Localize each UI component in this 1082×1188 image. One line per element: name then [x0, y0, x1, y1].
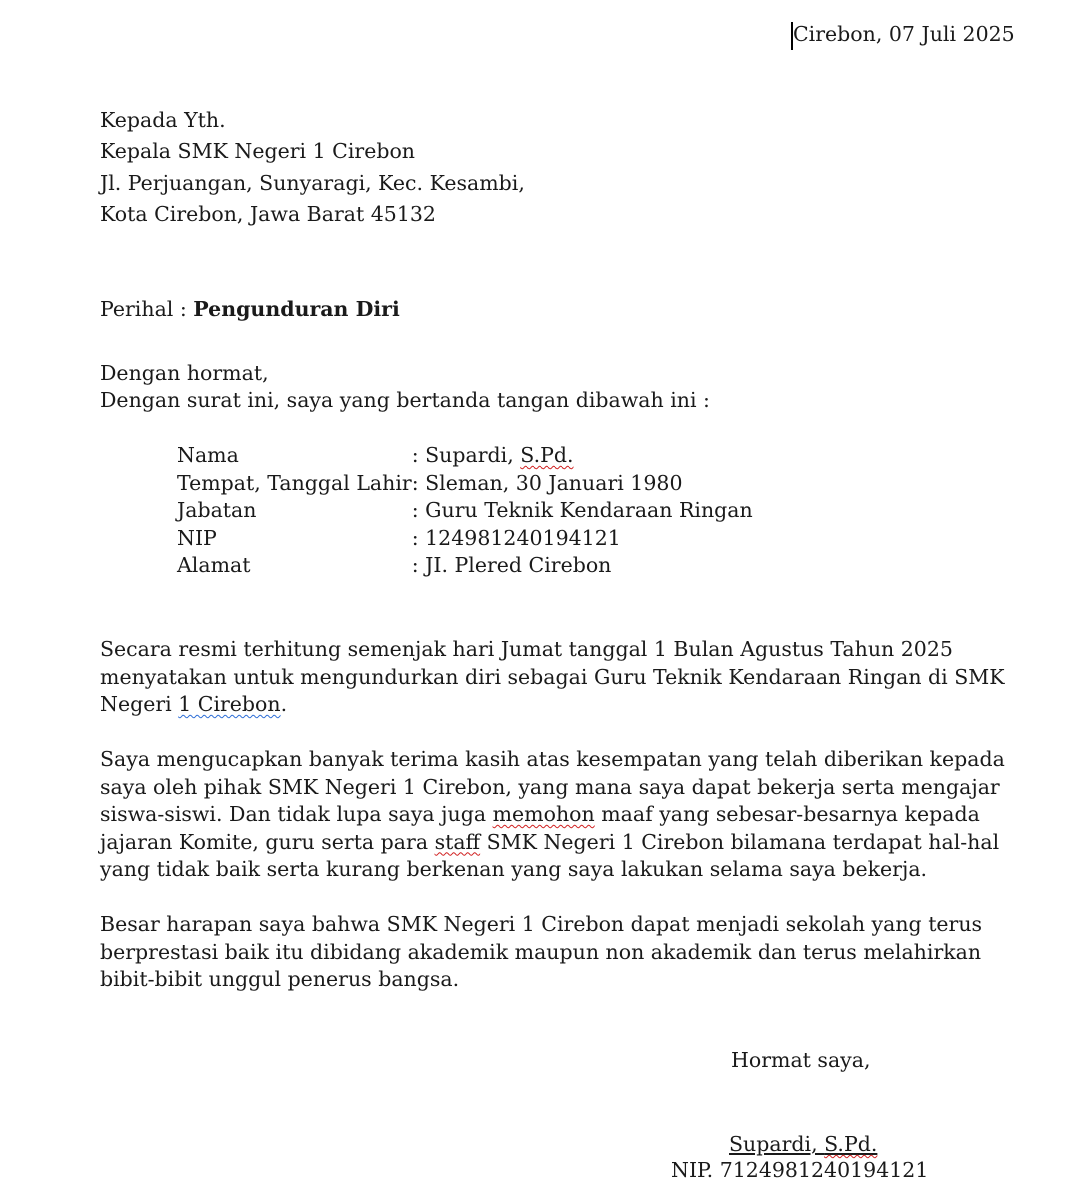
paragraph-hope: Besar harapan saya bahwa SMK Negeri 1 Cirebon dapat menjadi sekolah yang terus berprestasi baik itu dibidang akademik maupun non akademik dan terus melahirkan bibit-bibit unggul penerus bangsa. — [100, 912, 983, 991]
identity-value: : Sleman, 30 Januari 1980 — [411, 470, 683, 495]
signatory-name: Supardi, S.Pd. — [729, 1132, 878, 1156]
identity-value: : JI. Plered Cirebon — [411, 553, 612, 577]
grammar-marked-text: 1 Cirebon — [178, 692, 281, 716]
recipient-line-2: Kepala SMK Negeri 1 Cirebon — [100, 139, 415, 163]
paragraph-thanks: Saya mengucapkan banyak terima kasih atas kesempatan yang telah diberikan kepada saya oleh pihak SMK Negeri 1 Cirebon, yang mana saya dapat bekerja serta mengajar siswa-siswi. Dan tidak lupa saya juga memohon maaf yang sebesar-besarnya kepada jajaran Komite, guru serta para staff SMK Negeri 1 Cirebon bilamana terdapat hal-hal yang tidak baik serta kurang berkenan yang saya lakukan selama saya bekerja. — [100, 747, 1005, 881]
spelling-marked-text: memohon — [492, 802, 595, 826]
identity-row-jabatan — [177, 498, 753, 526]
closing-salutation: Hormat saya, — [731, 1048, 871, 1072]
identity-value: : Guru Teknik Kendaraan Ringan — [411, 498, 753, 522]
identity-label: Jabatan — [177, 498, 257, 522]
identity-row-nama — [177, 443, 753, 471]
spelling-marked-text: staff — [434, 829, 481, 854]
identity-value: : Supardi, S.Pd. — [411, 443, 574, 467]
place-date: Cirebon, 07 Juli 2025 — [793, 22, 1015, 46]
identity-row-nip — [177, 526, 753, 554]
spelling-marked-text: S.Pd. — [520, 443, 574, 467]
identity-label: Nama — [177, 443, 239, 467]
recipient-line-3: Jl. Perjuangan, Sunyaragi, Kec. Kesambi, — [100, 171, 525, 195]
paragraph-resignation: Secara resmi terhitung semenjak hari Jumat tanggal 1 Bulan Agustus Tahun 2025 menyatakan untuk mengundurkan diri sebagai Guru Teknik Kendaraan Ringan di SMK Negeri 1 Cirebon. — [100, 637, 1005, 716]
identity-value: : 124981240194121 — [411, 525, 621, 550]
subject-line — [100, 297, 400, 321]
identity-row-alamat — [177, 553, 753, 581]
identity-row-ttl — [177, 471, 753, 499]
signatory-nip: NIP. 7124981240194121 — [671, 1158, 929, 1182]
subject-value: Pengunduran Diri — [193, 297, 400, 321]
recipient-line-1: Kepada Yth. — [100, 108, 226, 132]
identity-table — [177, 443, 753, 581]
identity-label: NIP — [177, 525, 217, 550]
intro-sentence: Dengan surat ini, saya yang bertanda tangan dibawah ini : — [100, 388, 710, 412]
subject-label: Perihal : — [100, 297, 194, 321]
identity-label: Tempat, Tanggal Lahir — [177, 470, 412, 495]
spelling-marked-text: S.Pd. — [824, 1132, 878, 1156]
identity-label: Alamat — [177, 553, 251, 577]
recipient-line-4: Kota Cirebon, Jawa Barat 45132 — [100, 202, 436, 226]
greeting: Dengan hormat, — [100, 361, 269, 385]
